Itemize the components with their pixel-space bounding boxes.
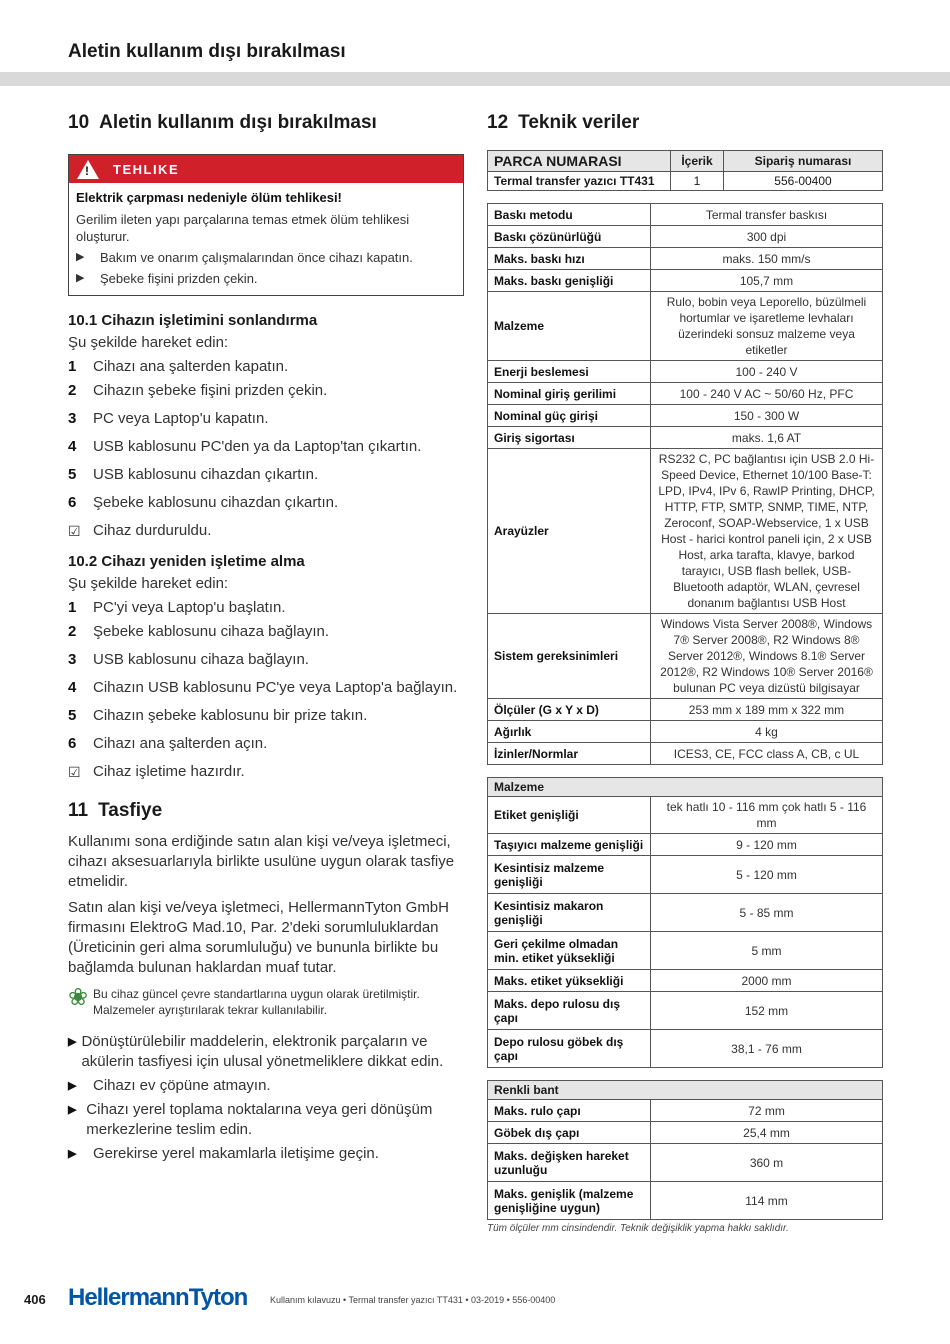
table-cell-key: Kesintisiz malzeme genişliği [488, 856, 651, 894]
intro-text: Şu şekilde hareket edin: [68, 334, 229, 351]
page-number: 406 [24, 1292, 46, 1307]
table-row [488, 172, 883, 191]
table-row [488, 449, 883, 614]
table-cell-value: 300 dpi [651, 226, 883, 248]
table-row [488, 1122, 883, 1144]
table-cell-value: maks. 150 mm/s [651, 248, 883, 270]
table-cell: Termal transfer yazıcı TT431 [488, 172, 671, 191]
table-cell-key: Baskı çözünürlüğü [488, 226, 651, 248]
table-row [488, 361, 883, 383]
arrow-icon: ▶ [68, 1148, 77, 1160]
step-item: 5 Cihazın şebeke kablosunu bir prize takın. [68, 707, 368, 724]
step-item: 3 PC veya Laptop'u kapatın. [68, 410, 269, 427]
table-cell-key: Geri çekilme olmadan min. etiket yüksekliği [488, 932, 651, 970]
table-row [488, 699, 883, 721]
table-row [488, 270, 883, 292]
table-cell-key: Nominal güç girişi [488, 405, 651, 427]
table-cell-value: 38,1 - 76 mm [651, 1030, 883, 1068]
table-row [488, 721, 883, 743]
table-cell-value: 360 m [651, 1144, 883, 1182]
table-cell-value: 114 mm [651, 1182, 883, 1220]
table-cell-key: Kesintisiz makaron genişliği [488, 894, 651, 932]
table-cell-value: RS232 C, PC bağlantısı için USB 2.0 Hi-Speed Device, Ethernet 10/100 Base-T: LPD, IPv4, IPv 6, RawIP Printing, DHCP, HTTP, FTP, SMTP, SNMP, TIME, NTP, Zeroconf, SOAP-Webservice, 1 x USB Host - harici kontrol paneli için, 2 x USB Host, arka tarafta, klavye, barkod tarayıcı, USB flash bellek, USB-Bluetooth adaptör, WLAN, çevresel donanım bağlantısı USB Host [651, 449, 883, 614]
specs-table [487, 203, 883, 765]
table-cell-value: 2000 mm [651, 970, 883, 992]
ribbon-table [487, 1080, 883, 1220]
table-header-row [488, 151, 883, 172]
table-cell-key: Ağırlık [488, 721, 651, 743]
arrow-icon: ▶ [76, 272, 85, 284]
step-item: 3 USB kablosunu cihaza bağlayın. [68, 651, 309, 668]
warning-icon: ! [77, 160, 99, 179]
table-cell-value: ICES3, CE, FCC class A, CB, c UL [651, 743, 883, 765]
table-cell-value: 5 - 85 mm [651, 894, 883, 932]
paragraph: Kullanımı sona erdiğinde satın alan kişi ve/veya işletmeci, cihazı aksesuarlarıyla birlikte usulüne uygun olarak tasfiye etmelidir. [68, 833, 455, 890]
step-item: 4 Cihazın USB kablosunu PC'ye veya Laptop'a bağlayın. [68, 679, 458, 696]
table-cell-key: Etiket genişliği [488, 797, 651, 834]
table-row [488, 226, 883, 248]
table-cell-value: Termal transfer baskısı [651, 204, 883, 226]
table-header-row [488, 778, 883, 797]
table-cell-key: Maks. etiket yüksekliği [488, 970, 651, 992]
table-cell-value: maks. 1,6 AT [651, 427, 883, 449]
danger-label: TEHLIKE [113, 161, 180, 177]
danger-headline: Elektrik çarpması nedeniyle ölüm tehlikesi! [76, 190, 342, 205]
table-cell: 556-00400 [724, 172, 883, 191]
section-10-heading: 10 Aletin kullanım dışı bırakılması [68, 112, 377, 133]
table-cell-value: 9 - 120 mm [651, 834, 883, 856]
right-column [487, 112, 883, 1234]
table-cell-key: Sistem gereksinimleri [488, 614, 651, 699]
header-bar [0, 72, 950, 86]
step-item: 6 Cihazı ana şalterden açın. [68, 735, 268, 752]
result-item: ☑ Cihaz durduruldu. [68, 522, 212, 539]
table-cell-value: 72 mm [651, 1100, 883, 1122]
section-11-heading: 11 Tasfiye [68, 800, 163, 821]
table-row [488, 204, 883, 226]
table-cell-value: 150 - 300 W [651, 405, 883, 427]
table-cell-key: Giriş sigortası [488, 427, 651, 449]
table-cell-key: İzinler/Normlar [488, 743, 651, 765]
checkbox-icon: ☑ [68, 523, 81, 539]
danger-header [69, 155, 463, 183]
arrow-icon: ▶ [68, 1104, 77, 1116]
table-header: PARCA NUMARASI [488, 151, 671, 172]
list-item: ▶ Gerekirse yerel makamlarla iletişime geçin. [68, 1145, 379, 1162]
step-item: 1 PC'yi veya Laptop'u başlatın. [68, 599, 286, 616]
table-row [488, 292, 883, 361]
arrow-icon: ▶ [76, 251, 85, 263]
table-cell-key: Nominal giriş gerilimi [488, 383, 651, 405]
table-row [488, 894, 883, 932]
table-header: Sipariş numarası [724, 151, 883, 172]
section-10-2-heading: 10.2 Cihazı yeniden işletime alma [68, 553, 305, 570]
environment-note: ❀ Bu cihaz güncel çevre standartlarına uygun olarak üretilmiştir. Malzemeler ayrıştırılarak tekrar kullanılabilir. [68, 984, 420, 1017]
table-cell-value: 253 mm x 189 mm x 322 mm [651, 699, 883, 721]
paragraph: Satın alan kişi ve/veya işletmeci, HellermannTyton GmbH firmasını ElektroG Mad.10, Par. 2'deki sorumluluklardan (Üreticinin geri alma sorumluluğu) ve bununla birlikte bu bağlamda bulunan haklardan muaf tutar. [68, 899, 449, 976]
table-cell-key: Göbek dış çapı [488, 1122, 651, 1144]
table-cell-value: 100 - 240 V [651, 361, 883, 383]
table-cell-value: 25,4 mm [651, 1122, 883, 1144]
table-cell-key: Maks. baskı hızı [488, 248, 651, 270]
table-cell-key: Malzeme [488, 292, 651, 361]
intro-text: Şu şekilde hareket edin: [68, 575, 229, 592]
table-row [488, 856, 883, 894]
table-row [488, 743, 883, 765]
table-row [488, 1144, 883, 1182]
table-row [488, 427, 883, 449]
table-row [488, 1030, 883, 1068]
table-cell-key: Ölçüler (G x Y x D) [488, 699, 651, 721]
step-item: 5 USB kablosunu cihazdan çıkartın. [68, 466, 319, 483]
result-item: ☑ Cihaz işletime hazırdır. [68, 763, 245, 780]
brand-logo: HellermannTyton [68, 1284, 248, 1311]
step-item: 2 Cihazın şebeke fişini prizden çekin. [68, 382, 328, 399]
danger-text: Gerilim ileten yapı parçalarına temas etmek ölüm tehlikesi oluşturur. [76, 212, 410, 244]
table-row [488, 797, 883, 834]
table-row [488, 834, 883, 856]
page-header-title: Aletin kullanım dışı bırakılması [68, 41, 346, 62]
table-cell-key: Arayüzler [488, 449, 651, 614]
table-row [488, 932, 883, 970]
table-header: İçerik [671, 151, 724, 172]
table-row [488, 383, 883, 405]
left-column [68, 112, 464, 1164]
table-header: Malzeme [488, 778, 883, 797]
section-12-heading: 12 Teknik veriler [487, 112, 640, 133]
table-cell-value: 152 mm [651, 992, 883, 1030]
table-row [488, 614, 883, 699]
table-header-row [488, 1081, 883, 1100]
footer-text: Kullanım kılavuzu • Termal transfer yazıcı TT431 • 03-2019 • 556-00400 [270, 1295, 556, 1305]
table-cell-key: Maks. depo rulosu dış çapı [488, 992, 651, 1030]
table-cell-value: Windows Vista Server 2008®, Windows 7® Server 2008®, R2 Windows 8® Server 2012®, Windows 8.1® Server 2012®, R2 Windows 10® Server 2016® bulunan PC veya dizüstü bilgisayar [651, 614, 883, 699]
list-item: ▶ Cihazı yerel toplama noktalarına veya geri dönüşüm merkezlerine teslim edin. [68, 1101, 433, 1138]
table-cell-value: 5 - 120 mm [651, 856, 883, 894]
list-item: ▶ Dönüştürülebilir maddelerin, elektronik parçaların ve akülerin tasfiyesi için ulusal yönetmeliklere dikkat edin. [68, 1033, 444, 1070]
arrow-icon: ▶ [68, 1036, 77, 1048]
table-row [488, 405, 883, 427]
table-cell-value: 5 mm [651, 932, 883, 970]
table-row [488, 992, 883, 1030]
danger-box [68, 154, 464, 296]
table-header: Renkli bant [488, 1081, 883, 1100]
section-10-1-heading: 10.1 Cihazın işletimini sonlandırma [68, 312, 318, 329]
table-cell-key: Depo rulosu göbek dış çapı [488, 1030, 651, 1068]
step-item: 6 Şebeke kablosunu cihazdan çıkartın. [68, 494, 339, 511]
table-cell-value: tek hatlı 10 - 116 mm çok hatlı 5 - 116 mm [651, 797, 883, 834]
material-table [487, 777, 883, 1068]
list-item: ▶ Şebeke fişini prizden çekin. [76, 271, 258, 286]
table-cell: 1 [671, 172, 724, 191]
checkbox-icon: ☑ [68, 764, 81, 780]
table-cell-key: Maks. genişlik (malzeme genişliğine uygun) [488, 1182, 651, 1220]
footnote: Tüm ölçüler mm cinsindendir. Teknik değişiklik yapma hakkı saklıdır. [487, 1223, 789, 1234]
table-cell-key: Maks. rulo çapı [488, 1100, 651, 1122]
arrow-icon: ▶ [68, 1080, 77, 1092]
table-row [488, 1100, 883, 1122]
part-number-table [487, 150, 883, 191]
table-cell-key: Enerji beslemesi [488, 361, 651, 383]
table-cell-value: Rulo, bobin veya Leporello, büzülmeli hortumlar ve işaretleme levhaları üzerindeki sonsuz malzeme veya etiketler [651, 292, 883, 361]
table-cell-value: 4 kg [651, 721, 883, 743]
table-cell-key: Taşıyıcı malzeme genişliği [488, 834, 651, 856]
table-cell-key: Maks. baskı genişliği [488, 270, 651, 292]
list-item: ▶ Bakım ve onarım çalışmalarından önce cihazı kapatın. [76, 250, 413, 265]
table-row [488, 970, 883, 992]
table-cell-key: Baskı metodu [488, 204, 651, 226]
step-item: 2 Şebeke kablosunu cihaza bağlayın. [68, 623, 330, 640]
table-row [488, 1182, 883, 1220]
step-item: 4 USB kablosunu PC'den ya da Laptop'tan çıkartın. [68, 438, 422, 455]
page-footer [0, 1284, 950, 1314]
step-item: 1 Cihazı ana şalterden kapatın. [68, 358, 289, 375]
flower-icon: ❀ [68, 984, 89, 1011]
table-cell-value: 100 - 240 V AC ~ 50/60 Hz, PFC [651, 383, 883, 405]
table-cell-value: 105,7 mm [651, 270, 883, 292]
table-cell-key: Maks. değişken hareket uzunluğu [488, 1144, 651, 1182]
list-item: ▶ Cihazı ev çöpüne atmayın. [68, 1077, 271, 1094]
table-row [488, 248, 883, 270]
